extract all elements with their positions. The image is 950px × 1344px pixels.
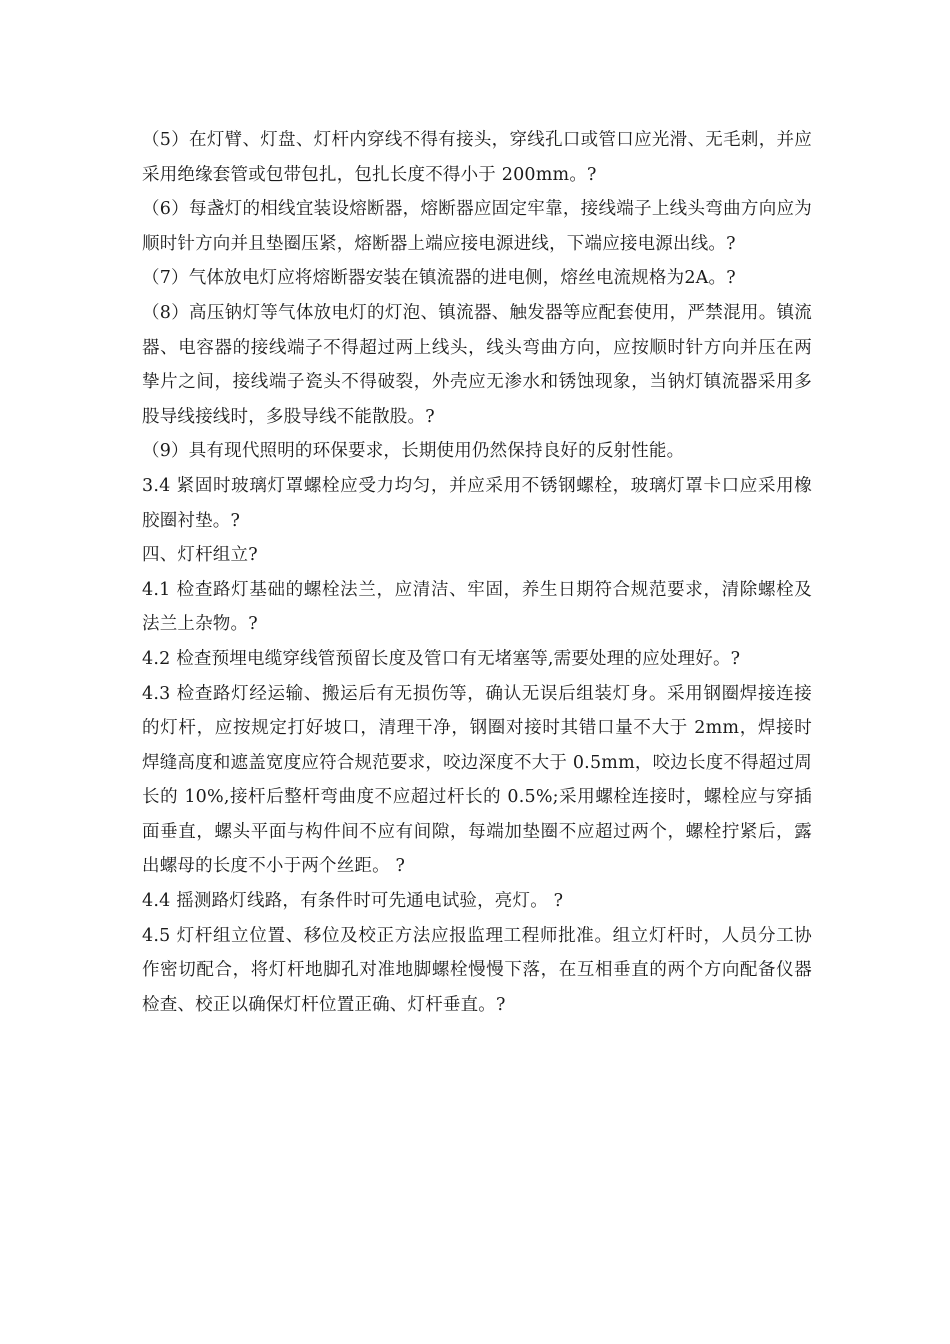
paragraph-item-6: （6）每盏灯的相线宜装设熔断器，熔断器应固定牢靠，接线端子上线头弯曲方向应为顺时针方向并且垫圈压紧，熔断器上端应接电源进线，下端应接电源出线。? [142, 199, 812, 254]
document-body [142, 123, 812, 1022]
paragraph-4-5: 4.5 灯杆组立位置、移位及校正方法应报监理工程师批准。组立灯杆时，人员分工协作密切配合，将灯杆地脚孔对准地脚螺栓慢慢下落，在互相垂直的两个方向配备仪器检查、校正以确保灯杆位置正确、灯杆垂直。? [142, 925, 812, 1015]
paragraph-item-5: （5）在灯臂、灯盘、灯杆内穿线不得有接头，穿线孔口或管口应光滑、无毛刺，并应采用绝缘套管或包带包扎，包扎长度不得小于 200mm。? [142, 130, 812, 185]
section-heading-4: 四、灯杆组立? [142, 545, 258, 566]
paragraph-4-4: 4.4 摇测路灯线路，有条件时可先通电试验，亮灯。 ? [142, 891, 564, 912]
paragraph-item-7: （7）气体放电灯应将熔断器安装在镇流器的进电侧，熔丝电流规格为2A。? [142, 268, 736, 289]
paragraph-3-4: 3.4 紧固时玻璃灯罩螺栓应受力均匀，并应采用不锈钢螺栓，玻璃灯罩卡口应采用橡胶圈衬垫。? [142, 475, 812, 531]
paragraph-item-8: （8）高压钠灯等气体放电灯的灯泡、镇流器、触发器等应配套使用，严禁混用。镇流器、电容器的接线端子不得超过两上线头，线头弯曲方向，应按顺时针方向并压在两挚片之间，接线端子瓷头不得破裂，外壳应无渗水和锈蚀现象，当钠灯镇流器采用多股导线接线时，多股导线不能散股。? [142, 302, 812, 427]
paragraph-4-1: 4.1 检查路灯基础的螺栓法兰，应清洁、牢固，养生日期符合规范要求，清除螺栓及法兰上杂物。? [142, 579, 812, 635]
paragraph-item-9: （9）具有现代照明的环保要求，长期使用仍然保持良好的反射性能。 [142, 441, 685, 462]
paragraph-4-3: 4.3 检查路灯经运输、搬运后有无损伤等，确认无误后组装灯身。采用钢圈焊接连接的灯杆，应按规定打好坡口，清理干净，钢圈对接时其错口量不大于 2mm，焊接时焊缝高度和遮盖宽度应符合规范要求，咬边深度不大于 0.5mm，咬边长度不得超过周长的 10%,接杆后整杆弯曲度不应超过杆长的 0.5%;采用螺栓连接时，螺栓应与穿插面垂直，螺头平面与构件间不应有间隙，每端加垫圈不应超过两个，螺栓拧紧后，露出螺母的长度不小于两个丝距。 ? [142, 683, 812, 877]
paragraph-4-2: 4.2 检查预埋电缆穿线管预留长度及管口有无堵塞等,需要处理的应处理好。? [142, 648, 741, 669]
